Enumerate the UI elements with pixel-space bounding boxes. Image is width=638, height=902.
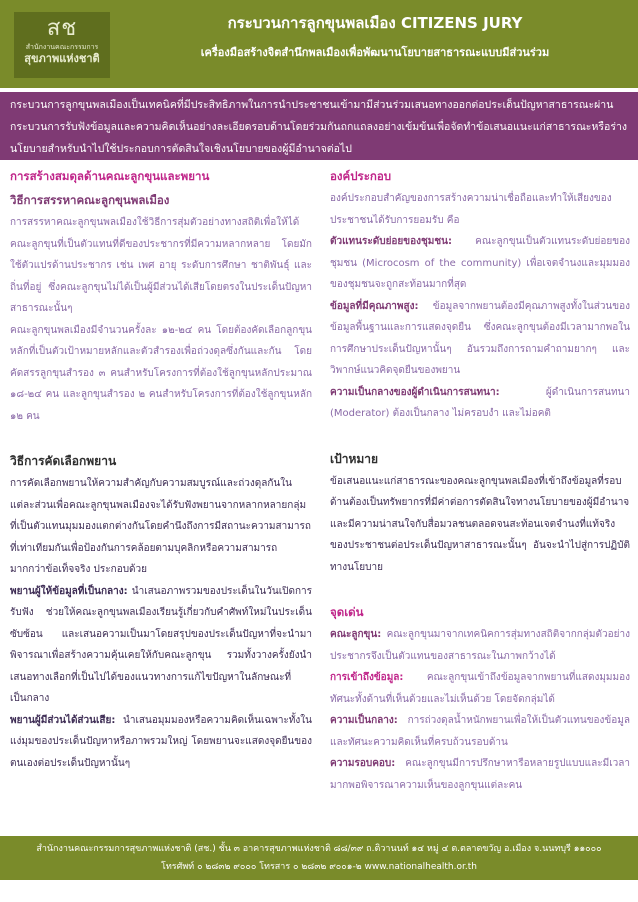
intro-banner: กระบวนการลูกขุนพลเมืองเป็นเทคนิคที่มีประสิทธิภาพในการนำประชาชนเข้ามามีส่วนร่วมเสนอทางออกต่อประเด็นปัญหาสาธารณะผ่านกระบวนการรับฟังข้อมูลและความคิดเห็นอย่างละเอียดรอบด้านโดยร่วมกันถกแถลงอย่างเข้มข้นเพื่อจัดทำข้อเสนอแนะแก่สาธารณะหรือร่างนโยบายสำหรับนำไปใช้ประกอบการตัดสินใจเชิงนโยบายของผู้มีอำนาจต่อไป — [0, 92, 638, 160]
logo-mark: สช — [46, 16, 78, 41]
right-column — [330, 164, 630, 796]
witness-paragraph: การคัดเลือกพยานให้ความสำคัญกับความสมบูรณ์และถ่วงดุลกันในแต่ละส่วนเพื่อคณะลูกขุนพลเมืองจะได้รับฟังพยานจากหลากหลายกลุ่มที่เป็นตัวแทนมุมมองแตกต่างกันโดยคำนึงถึงการมีสถานะความสามารถที่เท่าเทียมกันเพื่อป้องกันการคล้อยตามบุคลิกหรือความสามารถมากกว่าข้อเท็จจริง ประกอบด้วย — [10, 478, 311, 575]
highlights-item-jury-label: คณะลูกขุน: — [330, 629, 382, 640]
elements-item-quality — [330, 296, 630, 382]
witness-neutral-label: พยานผู้ให้ข้อมูลที่เป็นกลาง: — [10, 585, 128, 597]
page-subtitle: เครื่องมือสร้างจิตสำนึกพลเมืองเพื่อพัฒนานโยบายสาธารณะแบบมีส่วนร่วม — [200, 46, 550, 59]
elements-item-moderator-text: ผู้ดำเนินการสนทนา (Moderator) ต้องเป็นกลาง ไม่ครอบงำ และไม่อคติ — [330, 386, 630, 419]
left-column — [10, 164, 312, 774]
highlights-item-access — [330, 667, 630, 710]
elements-item-community — [330, 231, 630, 296]
page-title: กระบวนการลูกขุนพลเมือง CITIZENS JURY — [227, 14, 523, 32]
elements-intro: องค์ประกอบสำคัญของการสร้างความน่าเชื่อถือและทำให้เสียงของประชาชนได้รับการยอมรับ คือ — [330, 193, 612, 226]
elements-item-moderator-label: ความเป็นกลางของผู้ดำเนินการสนทนา: — [330, 386, 500, 398]
elements-item-moderator — [330, 382, 630, 425]
recruit-paragraph-1: การสรรหาคณะลูกขุนพลเมืองใช้วิธีการสุ่มตัวอย่างทางสถิติเพื่อให้ได้คณะลูกขุนที่เป็นตัวแทนที่ดีของประชากรที่มีความหลากหลาย โดยมักใช้ตัวแปรด้านประชากร เช่น เพศ อายุ ระดับการศึกษา ชาติพันธุ์ และถิ่นที่อยู่ ซึ่งคณะลูกขุนไม่ได้เป็นผู้มีส่วนได้เสียโดยตรงในประเด็นปัญหาสาธารณะนั้นๆ — [10, 217, 312, 314]
elements-heading: องค์ประกอบ — [330, 169, 392, 183]
highlights-item-jury-text: คณะลูกขุนมาจากเทคนิคการสุ่มทางสถิติจากกลุ่มตัวอย่างประชากรจึงเป็นตัวแทนของสาธารณะในภาพกว้างได้ — [330, 629, 630, 662]
goal-paragraph: ข้อเสนอแนะแก่สาธารณะของคณะลูกขุนพลเมืองที่เข้าถึงข้อมูลที่รอบด้านต้องเป็นทรัพยากรที่มีค่าต่อการตัดสินใจทางนโยบายของผู้มีอำนาจและมีความน่าสนใจกับสื่อมวลชนตลอดจนสะท้อนเจตจำนงที่แท้จริงของประชาชนต่อประเด็นปัญหาสาธารณะนั้นๆ อันจะนำไปสู่การปฏิบัติทางนโยบาย — [330, 475, 630, 573]
witness-stakeholder-label: พยานผู้มีส่วนได้ส่วนเสีย: — [10, 714, 116, 726]
highlights-item-careful — [330, 753, 630, 796]
recruit-paragraph-2: คณะลูกขุนพลเมืองมีจำนวนครั้งละ ๑๒-๒๔ คน โดยต้องคัดเลือกลูกขุนหลักที่เป็นตัวเป้าหมายหลักและตัวสำรองเพื่อถ่วงดุลซึ่งกันและกัน โดยคัดสรรลูกขุนสำรอง ๓ คนสำหรับโครงการที่ต้องใช้ลูกขุนหลักประมาณ ๑๘-๒๔ คน และลูกขุนสำรอง ๒ คนสำหรับโครงการที่ต้องใช้ลูกขุนหลัก ๑๒ คน — [10, 324, 312, 422]
witness-stakeholder-text: นำเสนอมุมมองหรือความคิดเห็นเฉพาะทั้งในแง่มุมของประเด็นปัญหาหรือภาพรวมใหญ่ โดยพยานจะแสดงจุดยืนของตนเองต่อประเด็นปัญหานั้นๆ — [10, 714, 312, 769]
footer-contact: โทรศัพท์ ๐ ๒๘๓๒ ๙๐๐๐ โทรสาร ๐ ๒๘๓๒ ๙๐๐๑-๒ www.nationalhealth.or.th — [161, 862, 477, 872]
highlights-item-neutral-text: การถ่วงดุลน้ำหนักพยานเพื่อให้เป็นตัวแทนของข้อมูลและทัศนะความคิดเห็นที่ครบถ้วนรอบด้าน — [330, 715, 630, 748]
recruit-heading: วิธีการสรรหาคณะลูกขุนพลเมือง — [10, 193, 170, 207]
logo-org-line1: สำนักงานคณะกรรมการ — [25, 43, 99, 51]
witness-stakeholder-item — [10, 710, 312, 775]
highlights-item-access-text: คณะลูกขุนเข้าถึงข้อมูลจากพยานที่แสดงมุมมองทัศนะทั้งด้านที่เห็นด้วยและไม่เห็นด้วย โดยจัดกลุ่มได้ — [330, 672, 630, 705]
highlights-heading: จุดเด่น — [330, 605, 364, 619]
highlights-item-jury — [330, 624, 630, 667]
logo-org-line2: สุขภาพแห่งชาติ — [24, 52, 100, 65]
elements-item-quality-label: ข้อมูลที่มีคุณภาพสูง: — [330, 300, 419, 312]
elements-item-quality-text: ข้อมูลจากพยานต้องมีคุณภาพสูงทั้งในส่วนของข้อมูลพื้นฐานและการแสดงจุดยืน ซึ่งคณะลูกขุนต้องมีเวลามากพอในการศึกษาประเด็นปัญหานั้นๆ อันรวมถึงการถามคำถามยากๆ และวิพากษ์แนวคิดจุดยืนของพยาน — [330, 300, 630, 376]
witness-neutral-text: นำเสนอภาพรวมของประเด็นในวันเปิดการรับฟัง ช่วยให้คณะลูกขุนพลเมืองเรียนรู้เกี่ยวกับคำศัพท์ใหม่ในประเด็นซับซ้อน และเสนอความเป็นมาโดยสรุปของประเด็นปัญหาที่จะนำมาพิจารณาเพื่อสร้างความคุ้นเคยให้กับคณะลูกขุน รวมทั้งวางครั้งยังนำเสนอทางเลือกที่เป็นไปได้ของแนวทางการแก้ไขปัญหาในลักษณะที่เป็นกลาง — [10, 585, 312, 704]
highlights-item-neutral — [330, 710, 630, 753]
witness-heading: วิธีการคัดเลือกพยาน — [10, 454, 117, 468]
elements-item-community-label: ตัวแทนระดับย่อยของชุมชน: — [330, 236, 453, 247]
page-header — [0, 0, 638, 88]
org-logo — [14, 12, 110, 78]
balance-heading: การสร้างสมดุลด้านคณะลูกขุนและพยาน — [10, 169, 210, 183]
goal-heading: เป้าหมาย — [330, 451, 379, 466]
highlights-item-neutral-label: ความเป็นกลาง: — [330, 715, 398, 726]
footer-address: สำนักงานคณะกรรมการสุขภาพแห่งชาติ (สช.) ชั้น ๓ อาคารสุขภาพแห่งชาติ ๘๘/๓๙ ถ.ติวานนท์ ๑๔ หมู่ ๔ ต.ตลาดขวัญ อ.เมือง จ.นนทบุรี ๑๑๐๐๐ — [36, 844, 602, 854]
witness-neutral-item — [10, 581, 312, 710]
highlights-item-access-label: การเข้าถึงข้อมูล: — [330, 672, 404, 683]
highlights-item-careful-label: ความรอบคอบ: — [330, 758, 396, 769]
elements-item-community-text: คณะลูกขุนเป็นตัวแทนระดับย่อยของชุมชน (Microcosm of the community) เพื่อเจตจำนงและมุมมองของชุมชนจะถูกสะท้อนมากที่สุด — [330, 236, 630, 290]
page-footer — [0, 836, 638, 880]
highlights-item-careful-text: คณะลูกขุนมีการปรึกษาหารือหลายรูปแบบและมีเวลามากพอพิจารณาความเห็นของลูกขุนแต่ละคน — [330, 758, 630, 791]
